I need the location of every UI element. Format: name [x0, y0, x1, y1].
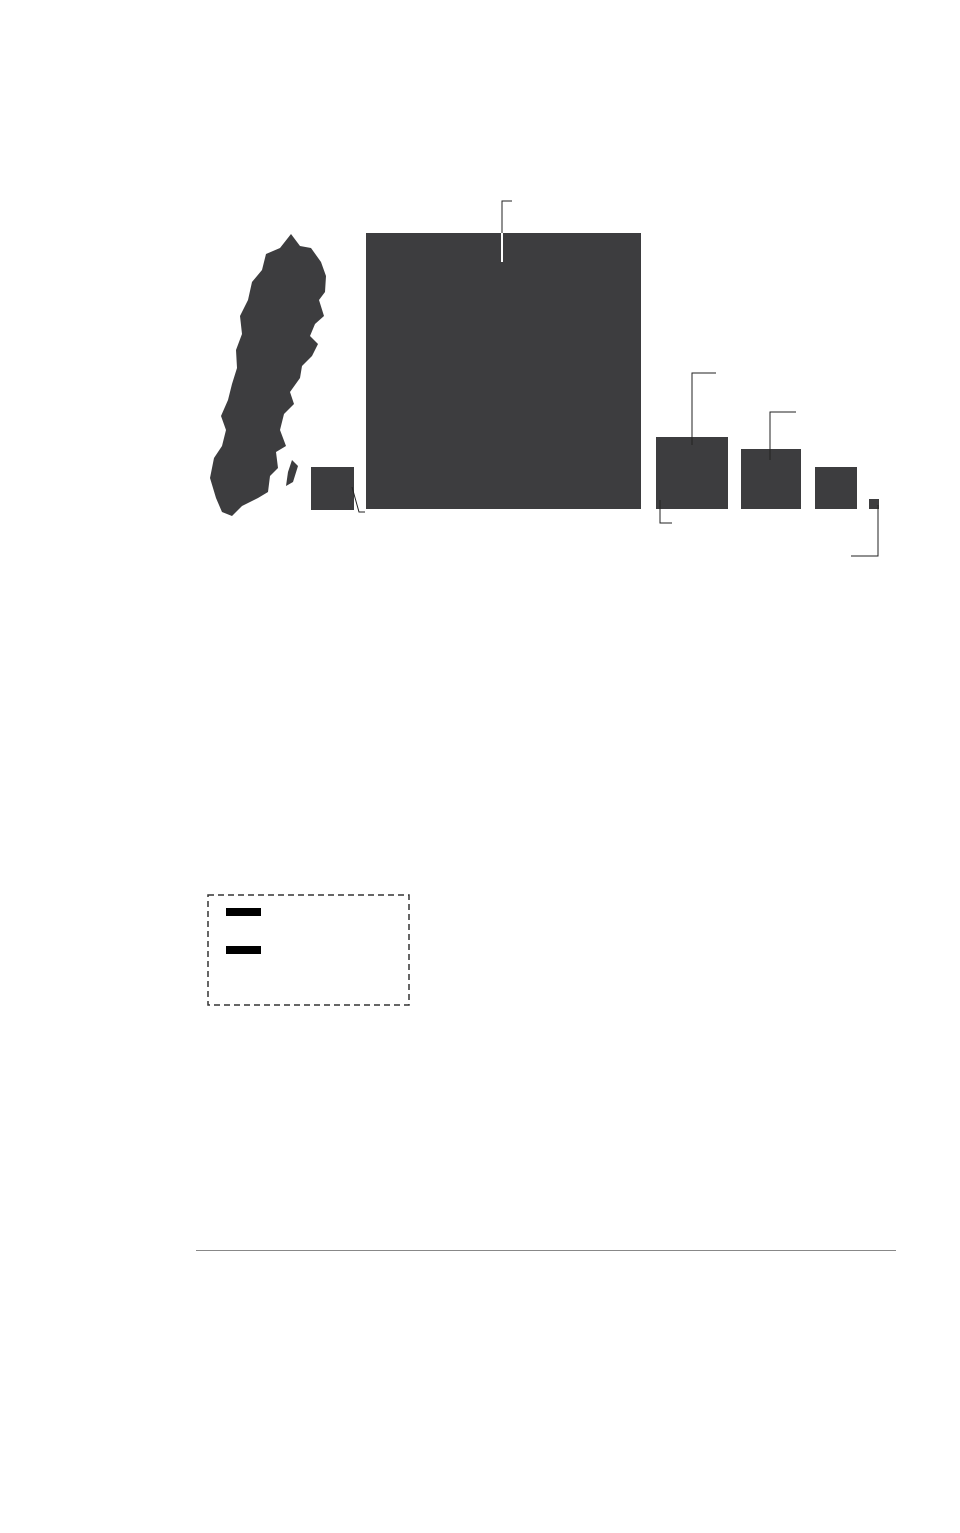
sweden-map-shape — [210, 234, 326, 516]
germany-square — [741, 449, 801, 509]
gotland-shape — [286, 460, 298, 486]
legend-swatch-landareal — [226, 946, 261, 954]
norway-square — [656, 437, 728, 509]
legend-swatch-havsareal — [226, 908, 261, 916]
proportion-illustration — [0, 0, 960, 600]
protected-areas-chart — [0, 860, 960, 1280]
sweden-protected-square — [311, 467, 354, 510]
brazil-square — [366, 233, 641, 509]
france-square — [815, 467, 857, 509]
chart-legend — [208, 895, 409, 1005]
